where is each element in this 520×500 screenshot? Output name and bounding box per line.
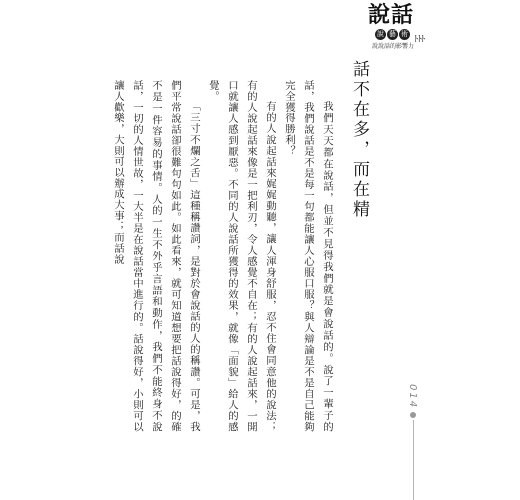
paragraph: 「三寸不爛之舌」這種稱讚詞，是對於會說話的人的稱讚。可是，我們平常說話卻很難句句如此。如此看來，就可知道想要把話說得好，的確不是一件容易的事情。人的一生不外乎言語和動作，我們不能終身不說話，一切的人情世故，一大半是在說話當中進行的。話說得好，小則可以讓人歡樂，大則可以辦成大事；而話說: [112, 80, 200, 432]
page-number-marker: [407, 384, 421, 500]
paragraph: 我們天天都在說話，但並不見得我們就是會說話的。說了一輩子的話，我們說話是不是每一句都能讓人心服口服？與人辯論是不是自己能夠完全獲得勝利？: [283, 80, 333, 432]
chapter-title: 話不在多，而在精: [349, 60, 369, 220]
logo-badge-char: 藝: [389, 30, 396, 38]
people-figures-icon: ﾄﾄﾄ: [414, 35, 425, 45]
page-rule: [413, 420, 414, 500]
logo-badge: [375, 29, 410, 40]
page-dot-icon: [410, 412, 416, 418]
logo-badge-char: 術: [401, 30, 408, 38]
series-logo: [368, 4, 444, 48]
logo-title: 說話: [368, 3, 415, 28]
logo-subtitle: 說說話的影響力: [372, 43, 415, 50]
logo-badge-char: 說: [377, 30, 384, 38]
body-text: [112, 80, 336, 432]
page-number: 014: [407, 384, 418, 410]
paragraph: 有的人說起話來娓娓動聽，讓人渾身舒服，忍不住會同意他的說法；有的人說起話來像是一把利刃，令人感覺不自在；有的人說起話來，一開口就讓人感到厭惡。不同的人說話所獲得的效果，就像「面貌」給人的感覺。: [207, 80, 276, 432]
